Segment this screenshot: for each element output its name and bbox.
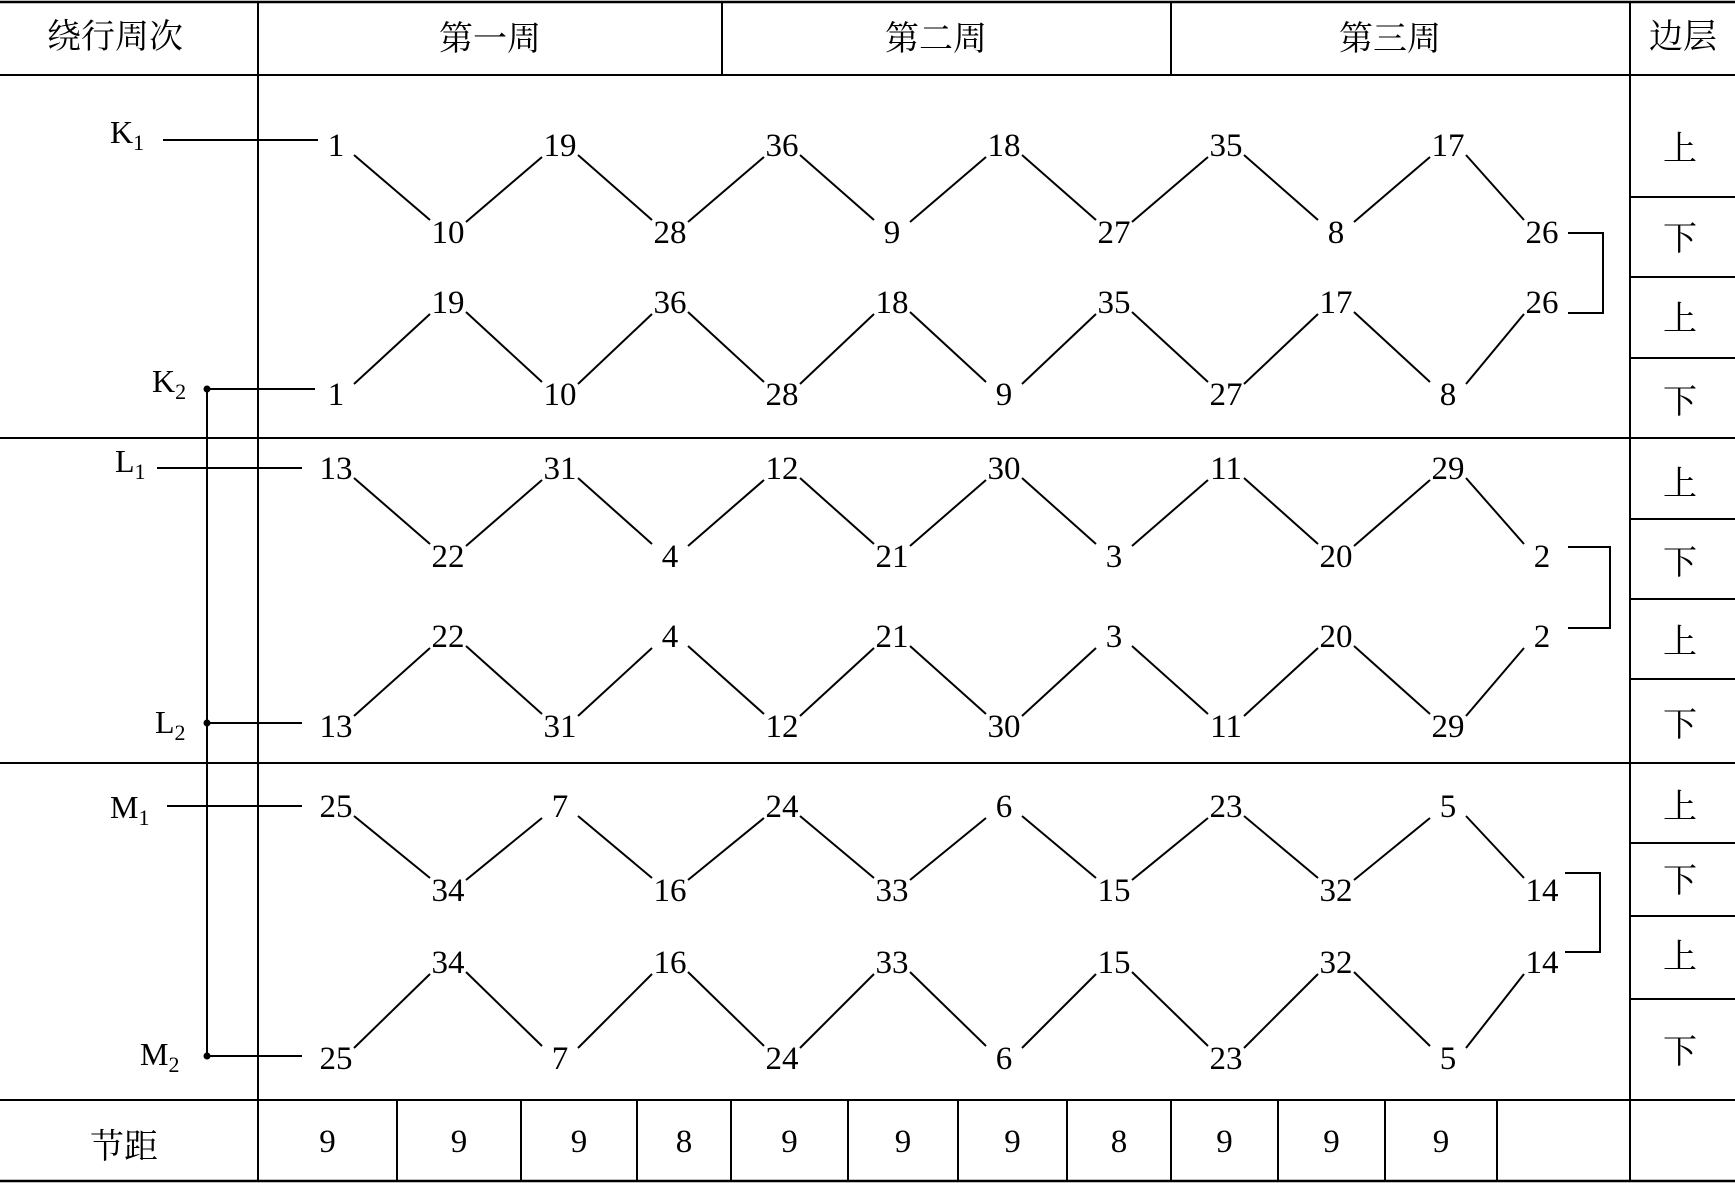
zigzag-segment — [1466, 314, 1524, 384]
zigzag-segment — [354, 648, 430, 716]
node-number: 36 — [653, 285, 687, 321]
node-number: 17 — [1319, 285, 1353, 321]
zigzag-segment — [688, 480, 764, 546]
node-number: 27 — [1097, 215, 1131, 251]
zigzag-segment — [910, 312, 986, 382]
label-l2: $L_2$ — [155, 704, 186, 745]
left-labels — [110, 114, 186, 1077]
zigzag-segment — [1244, 816, 1318, 878]
header-layer: 边层 — [1649, 17, 1717, 57]
node-number: 31 — [543, 451, 577, 487]
header-week-1: 第一周 — [439, 19, 541, 59]
layer-down: 下 — [1663, 543, 1697, 583]
node-number: 11 — [1210, 709, 1242, 745]
pitch-value: 9 — [319, 1124, 336, 1160]
zigzag-segment — [910, 480, 986, 546]
node-number: 33 — [875, 873, 909, 909]
zigzag-segment — [1132, 157, 1208, 222]
node-number: 14 — [1525, 873, 1559, 909]
pitch-value: 8 — [1110, 1124, 1128, 1160]
header-week-2: 第二周 — [885, 19, 987, 59]
node-number: 3 — [1105, 539, 1123, 575]
layer-up: 上 — [1663, 464, 1697, 504]
layer-up: 上 — [1663, 129, 1697, 169]
node-number: 27 — [1209, 377, 1243, 413]
zigzag-segment — [578, 155, 652, 220]
pitch-value: 9 — [1432, 1124, 1450, 1160]
node-number: 24 — [765, 789, 799, 825]
node-number: 20 — [1319, 539, 1353, 575]
node-number: 28 — [653, 215, 687, 251]
zigzag-segment — [910, 157, 986, 222]
zigzag-segment — [1022, 478, 1096, 544]
layer-up: 上 — [1663, 937, 1697, 977]
zigzag-segment — [688, 972, 764, 1046]
zigzag-segment — [1354, 646, 1430, 714]
node-number: 4 — [661, 539, 679, 575]
zigzag-segment — [1022, 314, 1096, 384]
node-number: 32 — [1319, 873, 1353, 909]
node-number: 10 — [431, 215, 465, 251]
zigzag-segment — [578, 816, 652, 878]
pitch-label: 节距 — [90, 1127, 158, 1167]
node-number: 30 — [987, 451, 1021, 487]
node-number: 2 — [1533, 539, 1551, 575]
layer-down: 下 — [1663, 1032, 1697, 1072]
node-number: 2 — [1533, 619, 1551, 655]
node-number: 3 — [1105, 619, 1123, 655]
pitch-value: 9 — [1323, 1124, 1340, 1160]
node-number: 20 — [1319, 619, 1353, 655]
zigzag-segment — [1244, 155, 1318, 220]
node-number: 9 — [995, 377, 1013, 413]
zigzag-segment — [578, 974, 652, 1048]
pitch-value: 9 — [781, 1124, 798, 1160]
zigzag-segment — [688, 312, 764, 382]
node-number: 22 — [431, 619, 465, 655]
node-number: 15 — [1097, 945, 1131, 981]
zigzag-segment — [1244, 314, 1318, 384]
node-number: 4 — [661, 619, 679, 655]
zigzag-segment — [1354, 818, 1430, 880]
zigzag-segment — [466, 157, 542, 222]
node-number: 25 — [319, 789, 353, 825]
layer-up: 上 — [1663, 622, 1697, 662]
zigzag-segment — [1022, 974, 1096, 1048]
header-week-3: 第三周 — [1339, 19, 1441, 59]
layer-column — [1663, 129, 1697, 1072]
node-number: 21 — [875, 619, 909, 655]
node-number: 36 — [765, 128, 799, 164]
node-number: 6 — [995, 1041, 1013, 1077]
zigzag-segment — [910, 646, 986, 714]
zigzag-segment — [1354, 972, 1430, 1046]
zigzag-segment — [354, 974, 430, 1048]
zigzag-segment — [800, 974, 874, 1048]
zigzag-segment — [1132, 646, 1208, 714]
zigzag-segment — [578, 478, 652, 544]
zigzag-segment — [1022, 816, 1096, 878]
zigzag-segment — [800, 314, 874, 384]
layer-down: 下 — [1663, 705, 1697, 745]
node-number: 5 — [1439, 789, 1457, 825]
node-number: 17 — [1431, 128, 1465, 164]
pitch-values — [319, 1124, 1449, 1160]
zigzag-segment — [578, 648, 652, 716]
zigzag-segment — [1132, 312, 1208, 382]
zigzag-segment — [1244, 478, 1318, 544]
node-number: 23 — [1209, 789, 1243, 825]
zigzag-sequences — [320, 128, 1559, 1077]
zigzag-segment — [1132, 972, 1208, 1046]
zigzag-segment — [354, 155, 430, 220]
zigzag-segment — [1354, 312, 1430, 382]
zigzag-segment — [578, 314, 652, 384]
leader-lines — [157, 140, 318, 1060]
node-number: 7 — [551, 1041, 569, 1077]
node-number: 8 — [1327, 215, 1345, 251]
layer-down: 下 — [1663, 861, 1697, 901]
zigzag-segment — [466, 312, 542, 382]
label-k1: $K_1$ — [110, 114, 145, 155]
layer-down: 下 — [1663, 219, 1697, 259]
zigzag-segment — [1244, 974, 1318, 1048]
table-grid — [0, 2, 1735, 1181]
header-cycle: 绕行周次 — [47, 17, 183, 57]
node-number: 1 — [327, 128, 345, 164]
node-number: 26 — [1525, 215, 1559, 251]
node-number: 16 — [653, 873, 687, 909]
node-number: 26 — [1525, 285, 1559, 321]
zigzag-segment — [466, 818, 542, 880]
node-number: 32 — [1319, 945, 1353, 981]
node-number: 29 — [1431, 451, 1465, 487]
node-number: 10 — [543, 377, 577, 413]
node-number: 21 — [875, 539, 909, 575]
edge-brackets — [1565, 233, 1610, 952]
zigzag-segment — [354, 816, 430, 878]
node-number: 18 — [987, 128, 1021, 164]
node-number: 34 — [431, 945, 465, 981]
zigzag-segment — [1466, 816, 1524, 878]
node-number: 15 — [1097, 873, 1131, 909]
zigzag-segment — [1132, 480, 1208, 546]
node-number: 23 — [1209, 1041, 1243, 1077]
zigzag-segment — [1354, 157, 1430, 222]
zigzag-segment — [800, 155, 874, 220]
node-number: 34 — [431, 873, 465, 909]
node-number: 19 — [543, 128, 577, 164]
node-number: 7 — [551, 789, 569, 825]
zigzag-segment — [466, 972, 542, 1046]
node-number: 13 — [319, 451, 353, 487]
pitch-value: 9 — [1216, 1124, 1233, 1160]
node-number: 6 — [995, 789, 1013, 825]
zigzag-segment — [466, 480, 542, 546]
label-m1: $M_1$ — [110, 789, 150, 830]
node-number: 28 — [765, 377, 799, 413]
zigzag-segment — [1022, 648, 1096, 716]
zigzag-segment — [1022, 155, 1096, 220]
zigzag-segment — [1466, 155, 1524, 220]
node-number: 9 — [883, 215, 901, 251]
node-number: 33 — [875, 945, 909, 981]
zigzag-segment — [688, 646, 764, 714]
zigzag-segment — [688, 818, 764, 880]
node-number: 12 — [765, 451, 799, 487]
zigzag-segment — [800, 648, 874, 716]
zigzag-segment — [1354, 480, 1430, 546]
node-number: 8 — [1439, 377, 1457, 413]
node-number: 35 — [1209, 128, 1243, 164]
zigzag-segment — [1132, 818, 1208, 880]
zigzag-segment — [800, 478, 874, 544]
node-number: 12 — [765, 709, 799, 745]
node-number: 29 — [1431, 709, 1465, 745]
pitch-value: 9 — [1004, 1124, 1021, 1160]
node-number: 13 — [319, 709, 353, 745]
pitch-value: 9 — [570, 1124, 588, 1160]
node-number: 1 — [327, 377, 345, 413]
node-number: 22 — [431, 539, 465, 575]
layer-up: 上 — [1663, 299, 1697, 339]
layer-up: 上 — [1663, 787, 1697, 827]
zigzag-segment — [1466, 478, 1524, 544]
zigzag-segment — [910, 972, 986, 1046]
zigzag-segment — [466, 646, 542, 714]
node-number: 31 — [543, 709, 577, 745]
zigzag-segment — [910, 818, 986, 880]
node-number: 25 — [319, 1041, 353, 1077]
label-k2: $K_2$ — [152, 363, 187, 404]
pitch-value: 8 — [675, 1124, 693, 1160]
zigzag-segment — [800, 816, 874, 878]
node-number: 30 — [987, 709, 1021, 745]
node-number: 35 — [1097, 285, 1131, 321]
node-number: 11 — [1210, 451, 1242, 487]
node-number: 18 — [875, 285, 909, 321]
node-number: 5 — [1439, 1041, 1457, 1077]
zigzag-segment — [1244, 648, 1318, 716]
node-number: 16 — [653, 945, 687, 981]
zigzag-segment — [1466, 974, 1524, 1048]
zigzag-segment — [1466, 648, 1524, 716]
zigzag-segment — [688, 157, 764, 222]
pitch-value: 9 — [450, 1124, 468, 1160]
label-m2: $M_2$ — [140, 1036, 180, 1077]
pitch-value: 9 — [894, 1124, 912, 1160]
layer-down: 下 — [1663, 382, 1697, 422]
zigzag-segment — [354, 314, 430, 384]
node-number: 24 — [765, 1041, 799, 1077]
node-number: 19 — [431, 285, 465, 321]
node-number: 14 — [1525, 945, 1559, 981]
label-l1: $L_1$ — [115, 443, 146, 484]
zigzag-segment — [354, 478, 430, 544]
